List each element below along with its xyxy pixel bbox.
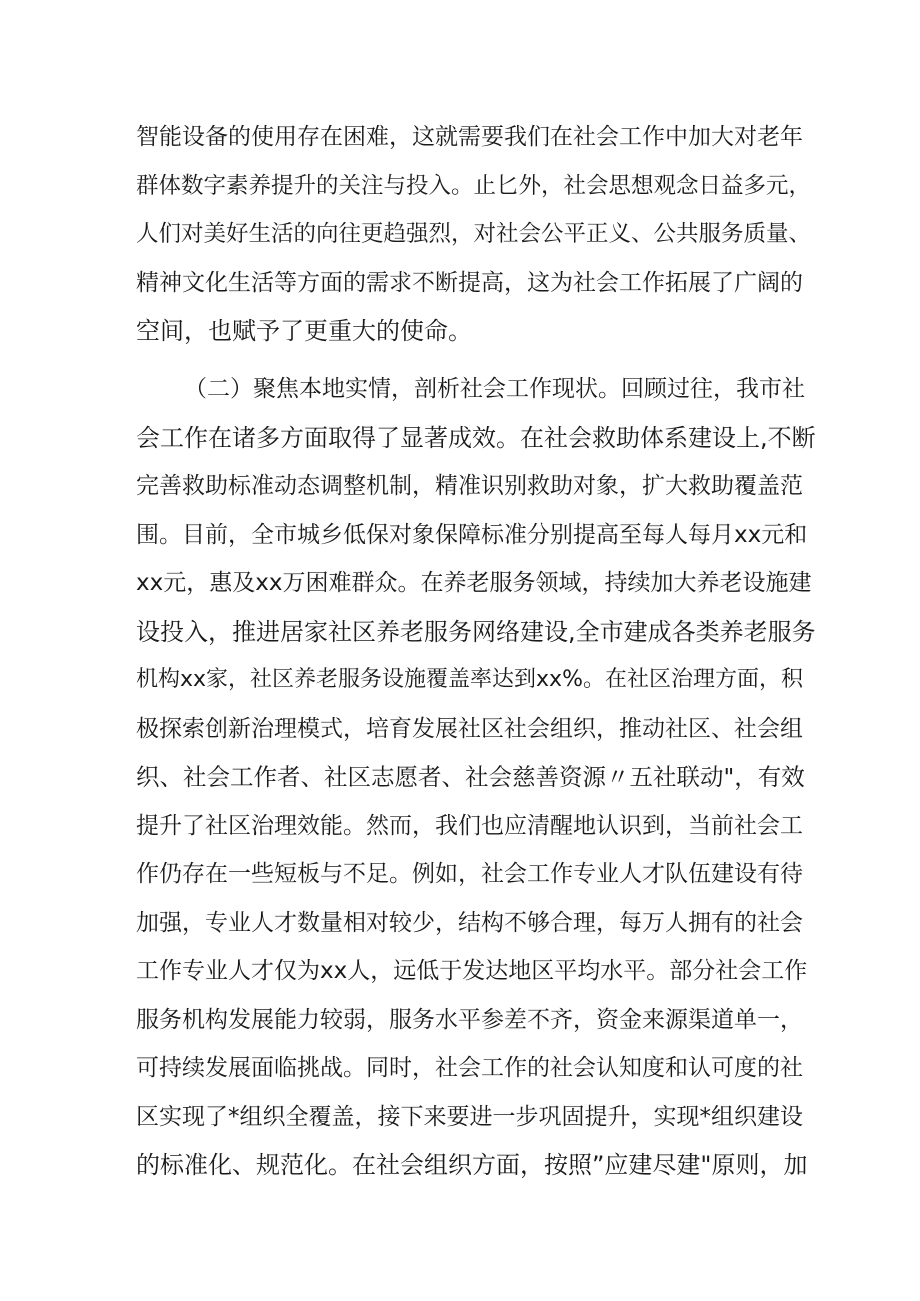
paragraph-2: [136, 365, 816, 1190]
paragraph-1: [136, 113, 816, 356]
text-line: 围。目前，全市城乡低保对象保障标准分别提高至每人每月xx元和: [136, 521, 808, 548]
text-line: 极探索创新治理模式，培育发展社区社会组织，推动社区、社会组: [136, 715, 803, 742]
text-line: 设投入，推进居家社区养老服务网络建设,全市建成各类养老服务: [136, 617, 816, 646]
text-line: 智能设备的使用存在困难，这就需要我们在社会工作中加大对老年: [136, 124, 803, 150]
text-line: （二）聚焦本地实情，剖析社会工作现状。回顾过往，我市社: [184, 376, 805, 402]
text-line: 提升了社区治理效能。然而，我们也应清醒地认识到，当前社会工: [136, 812, 803, 839]
text-line: 可持续发展面临挑战。同时，社会工作的社会认知度和认可度的社: [136, 1055, 803, 1081]
text-line: 空间，也赋予了更重大的使命。: [136, 317, 472, 345]
text-line: 群体数字素养提升的关注与投入。止匕外，社会思想观念日益多元，: [136, 172, 812, 199]
text-line: 织、社会工作者、社区志愿者、社会慈善资源〃五社联动"，有效: [136, 763, 805, 791]
text-line: 的标准化、规范化。在社会组织方面，按照”应建尽建"原则，加: [136, 1151, 808, 1179]
text-line: 服务机构发展能力较弱，服务水平参差不齐，资金来源渠道单一，: [136, 1006, 803, 1033]
text-line: 作仍存在一些短板与不足。例如，社会工作专业人才队伍建设有待: [136, 861, 803, 887]
text-line: 区实现了*组织全覆盖，接下来要进一步巩固提升，实现*组织建设: [136, 1103, 803, 1130]
text-line: 精神文化生活等方面的需求不断提高，这为社会工作拓展了广阔的: [136, 269, 803, 296]
text-line: 机构xx家，社区养老服务设施覆盖率达到xx%。在社区治理方面，积: [136, 667, 803, 692]
text-line: 会工作在诸多方面取得了显著成效。在社会救助体系建设上,不断: [136, 423, 816, 452]
text-line: 加强，专业人才数量相对较少，结构不够合理，每万人拥有的社会: [136, 909, 803, 936]
text-line: 完善救助标准动态调整机制，精准识别救助对象，扩大救助覆盖范: [136, 473, 803, 499]
text-line: 工作专业人才仅为xx人，远低于发达地区平均水平。部分社会工作: [136, 958, 808, 984]
text-line: 人们对美好生活的向往更趋强烈，对社会公平正义、公共服务质量、: [136, 221, 812, 247]
text-line: xx元，惠及xx万困难群众。在养老服务领域，持续加大养老设施建: [136, 570, 812, 596]
